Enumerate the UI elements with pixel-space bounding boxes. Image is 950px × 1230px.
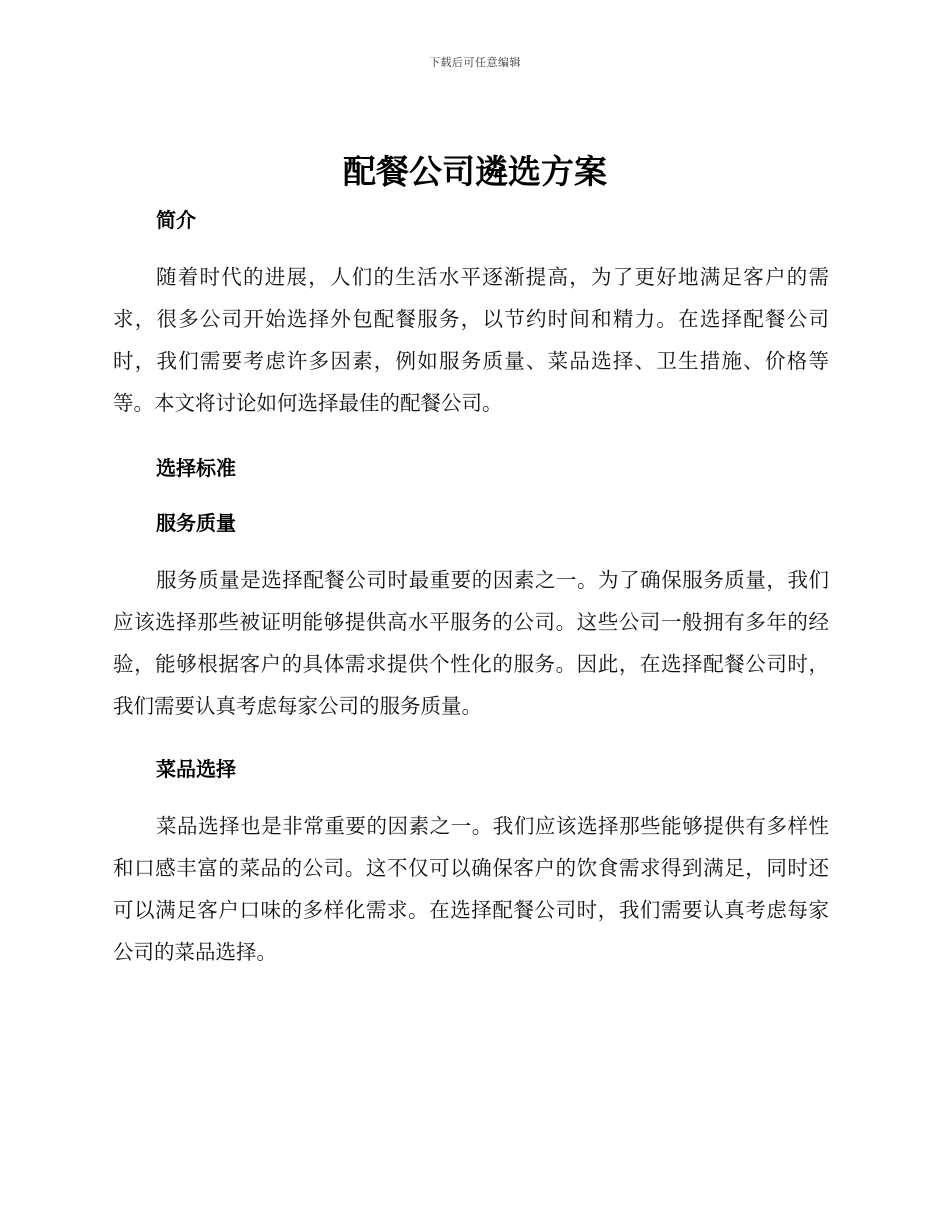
paragraph-service-quality: 服务质量是选择配餐公司时最重要的因素之一。为了确保服务质量，我们应该选择那些被证明能够提供高水平服务的公司。这些公司一般拥有多年的经验，能够根据客户的具体需求提供个性化的服务。因此，在选择配餐公司时，我们需要认真考虑每家公司的服务质量。 xyxy=(113,568,829,718)
paragraph-dish-selection: 菜品选择也是非常重要的因素之一。我们应该选择那些能够提供有多样性和口感丰富的菜品的公司。这不仅可以确保客户的饮食需求得到满足，同时还可以满足客户口味的多样化需求。在选择配餐公司时，我们需要认真考虑每家公司的菜品选择。 xyxy=(113,814,829,964)
section-heading-dish-selection: 菜品选择 xyxy=(156,757,236,781)
section-heading-intro: 简介 xyxy=(156,208,196,232)
document-title: 配餐公司遴选方案 xyxy=(343,152,607,191)
paragraph-intro: 随着时代的进展，人们的生活水平逐渐提高，为了更好地满足客户的需求，很多公司开始选择外包配餐服务，以节约时间和精力。在选择配餐公司时，我们需要考虑许多因素，例如服务质量、菜品选择、卫生措施、价格等等。本文将讨论如何选择最佳的配餐公司。 xyxy=(113,265,829,415)
page-header: 下载后可任意编辑 xyxy=(429,56,521,69)
section-heading-service-quality: 服务质量 xyxy=(156,511,236,535)
document-body xyxy=(113,198,829,973)
section-heading-criteria: 选择标准 xyxy=(156,456,236,480)
